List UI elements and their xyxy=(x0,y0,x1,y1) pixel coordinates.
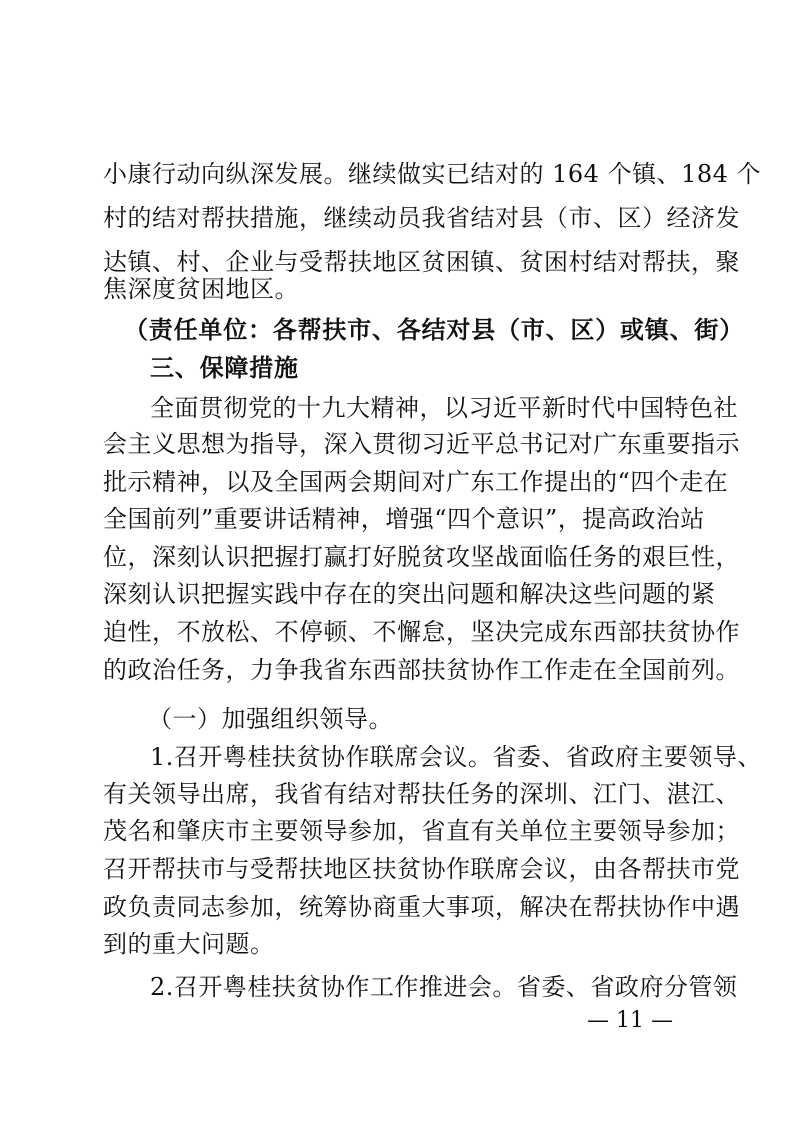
body-text-line: 迫性，不放松、不停顿、不懈怠，坚决完成东西部扶贫协作 xyxy=(103,618,740,646)
body-text-line: 焦深度贫困地区。 xyxy=(103,275,299,303)
body-text-line: 有关领导出席，我省有结对帮扶任务的深圳、江门、湛江、 xyxy=(103,780,740,808)
body-text-line: 全国前列”重要讲话精神，增强“四个意识”，提高政治站 xyxy=(103,505,705,533)
page-number: — 11 — xyxy=(587,1008,673,1033)
body-text-line: 2.召开粤桂扶贫协作工作推进会。省委、省政府分管领 xyxy=(150,973,738,1001)
section-heading: 三、保障措施 xyxy=(150,354,299,382)
body-text-line: 小康行动向纵深发展。继续做实已结对的 164 个镇、184 个 xyxy=(103,160,762,188)
body-text-line: 到的重大问题。 xyxy=(103,930,275,958)
body-text-line: 会主义思想为指导，深入贯彻习近平总书记对广东重要指示 xyxy=(103,430,740,458)
subsection-heading: （一）加强组织领导。 xyxy=(148,705,393,733)
body-text-line: 全面贯彻党的十九大精神，以习近平新时代中国特色社 xyxy=(150,394,738,422)
body-text-line: 达镇、村、企业与受帮扶地区贫困镇、贫困村结对帮扶，聚 xyxy=(103,248,740,276)
body-text-line: 的政治任务，力争我省东西部扶贫协作工作走在全国前列。 xyxy=(103,656,740,684)
body-text-line: 1.召开粤桂扶贫协作联席会议。省委、省政府主要领导、 xyxy=(150,743,762,771)
body-text-line: 茂名和肇庆市主要领导参加，省直有关单位主要领导参加； xyxy=(103,817,740,845)
body-text-line: 政负责同志参加，统筹协商重大事项，解决在帮扶协作中遇 xyxy=(103,893,740,921)
body-text-line: 批示精神，以及全国两会期间对广东工作提出的“四个走在 xyxy=(103,468,729,496)
body-text-line: 位，深刻认识把握打赢打好脱贫攻坚战面临任务的艰巨性， xyxy=(103,543,740,571)
body-text-line: 村的结对帮扶措施，继续动员我省结对县（市、区）经济发 xyxy=(103,204,740,232)
responsible-units-note: （责任单位：各帮扶市、各结对县（市、区）或镇、街） xyxy=(124,316,744,344)
body-text-line: 召开帮扶市与受帮扶地区扶贫协作联席会议，由各帮扶市党 xyxy=(103,855,740,883)
body-text-line: 深刻认识把握实践中存在的突出问题和解决这些问题的紧 xyxy=(103,580,716,608)
